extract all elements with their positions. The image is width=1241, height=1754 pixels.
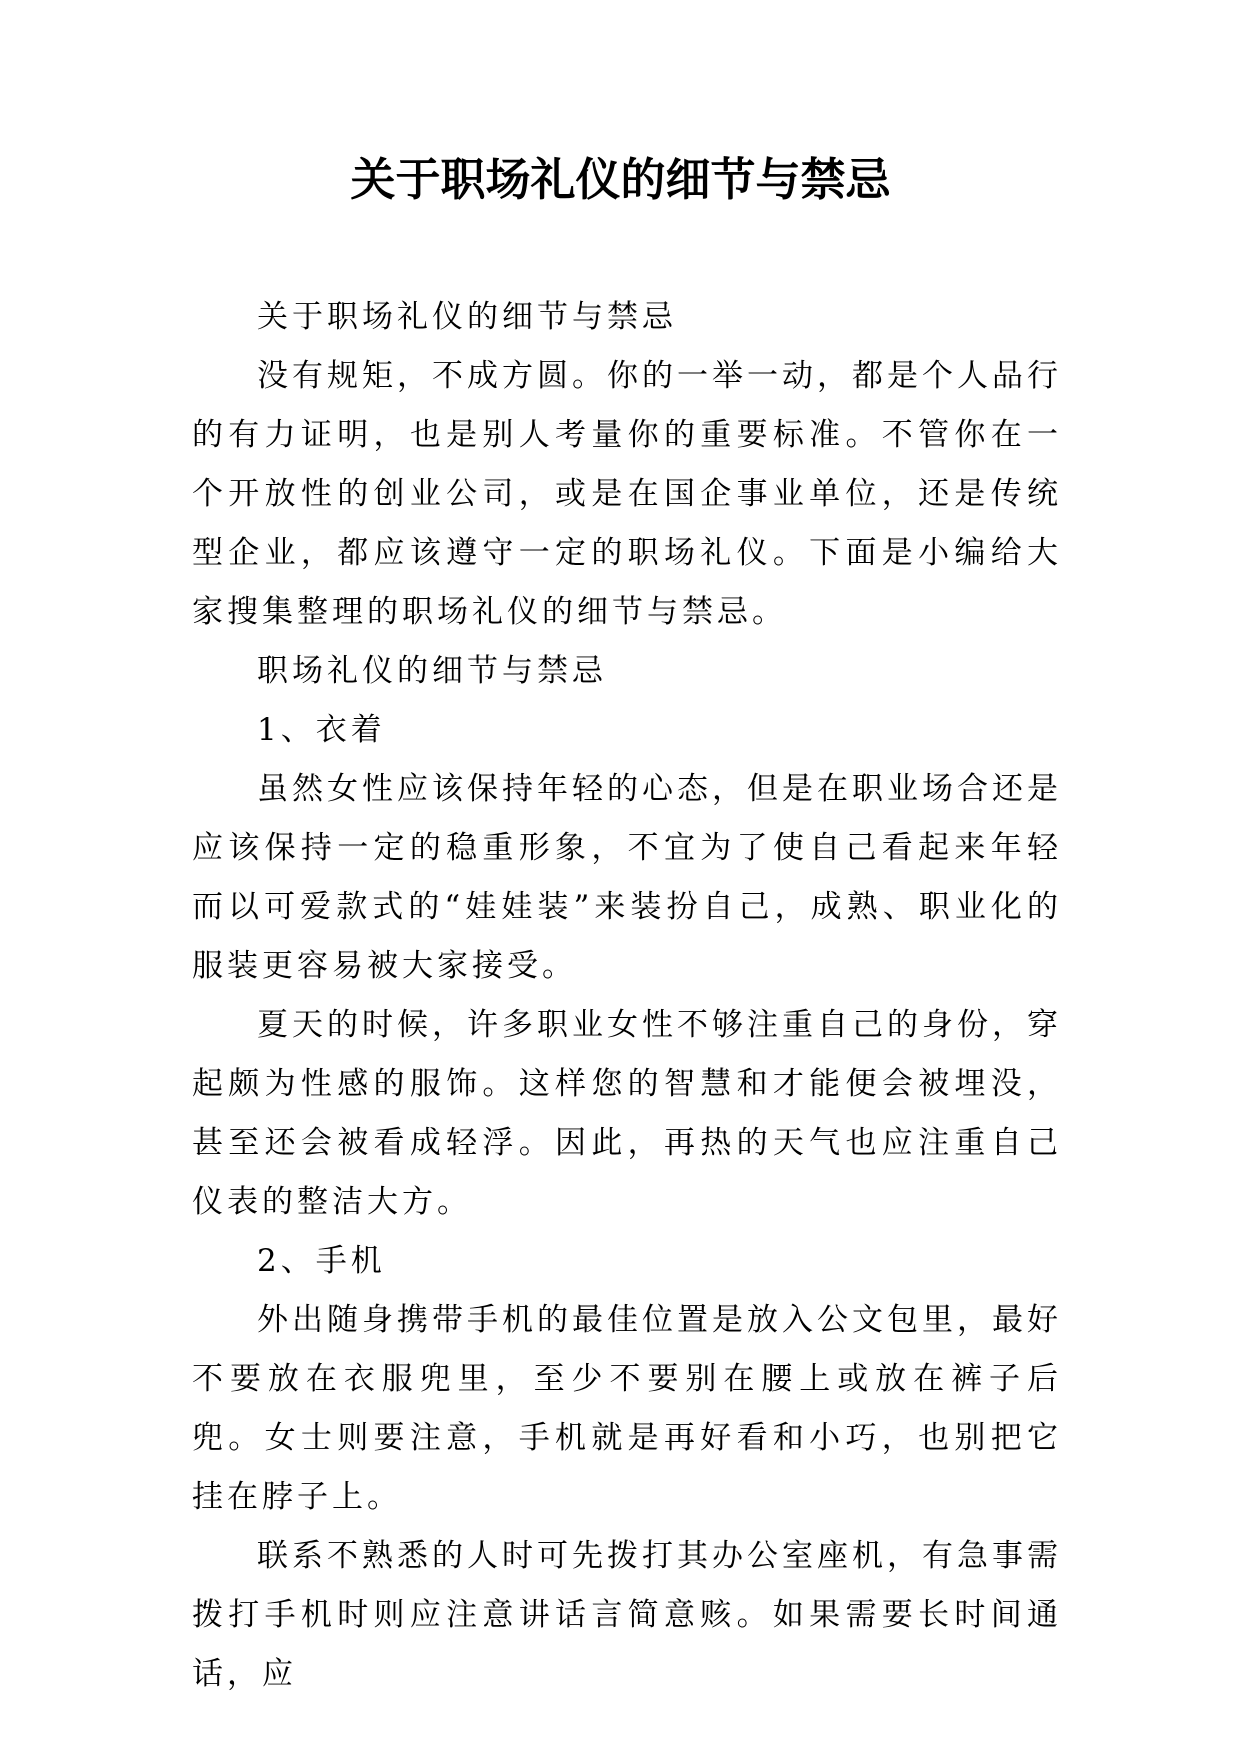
item-heading-clothing: 1、衣着 — [257, 712, 386, 748]
paragraph-clothing-2: 夏天的时候，许多职业女性不够注重自己的身份，穿起颇为性感的服饰。这样您的智慧和才能便会被埋没，甚至还会被看成轻浮。因此，再热的天气也应注重自己仪表的整洁大方。 — [192, 1007, 1062, 1220]
document-title: 关于职场礼仪的细节与禁忌 — [350, 153, 891, 206]
paragraph-phone-2: 联系不熟悉的人时可先拨打其办公室座机，有急事需拨打手机时则应注意讲话言简意赅。如果需要长时间通话，应 — [192, 1538, 1062, 1692]
paragraph-phone-1: 外出随身携带手机的最佳位置是放入公文包里，最好不要放在衣服兜里，至少不要别在腰上或放在裤子后兜。女士则要注意，手机就是再好看和小巧，也别把它挂在脖子上。 — [192, 1302, 1062, 1515]
section-heading: 职场礼仪的细节与禁忌 — [257, 653, 607, 689]
paragraph-intro: 没有规矩，不成方圆。你的一举一动，都是个人品行的有力证明，也是别人考量你的重要标准。不管你在一个开放性的创业公司，或是在国企事业单位，还是传统型企业，都应该遵守一定的职场礼仪。下面是小编给大家搜集整理的职场礼仪的细节与禁忌。 — [192, 358, 1062, 630]
paragraph-clothing-1: 虽然女性应该保持年轻的心态，但是在职业场合还是应该保持一定的稳重形象，不宜为了使自己看起来年轻而以可爱款式的“娃娃装”来装扮自己，成熟、职业化的服装更容易被大家接受。 — [192, 771, 1062, 984]
item-heading-phone: 2、手机 — [257, 1243, 386, 1279]
paragraph-subtitle: 关于职场礼仪的细节与禁忌 — [257, 299, 677, 335]
document-body — [192, 288, 1062, 1704]
